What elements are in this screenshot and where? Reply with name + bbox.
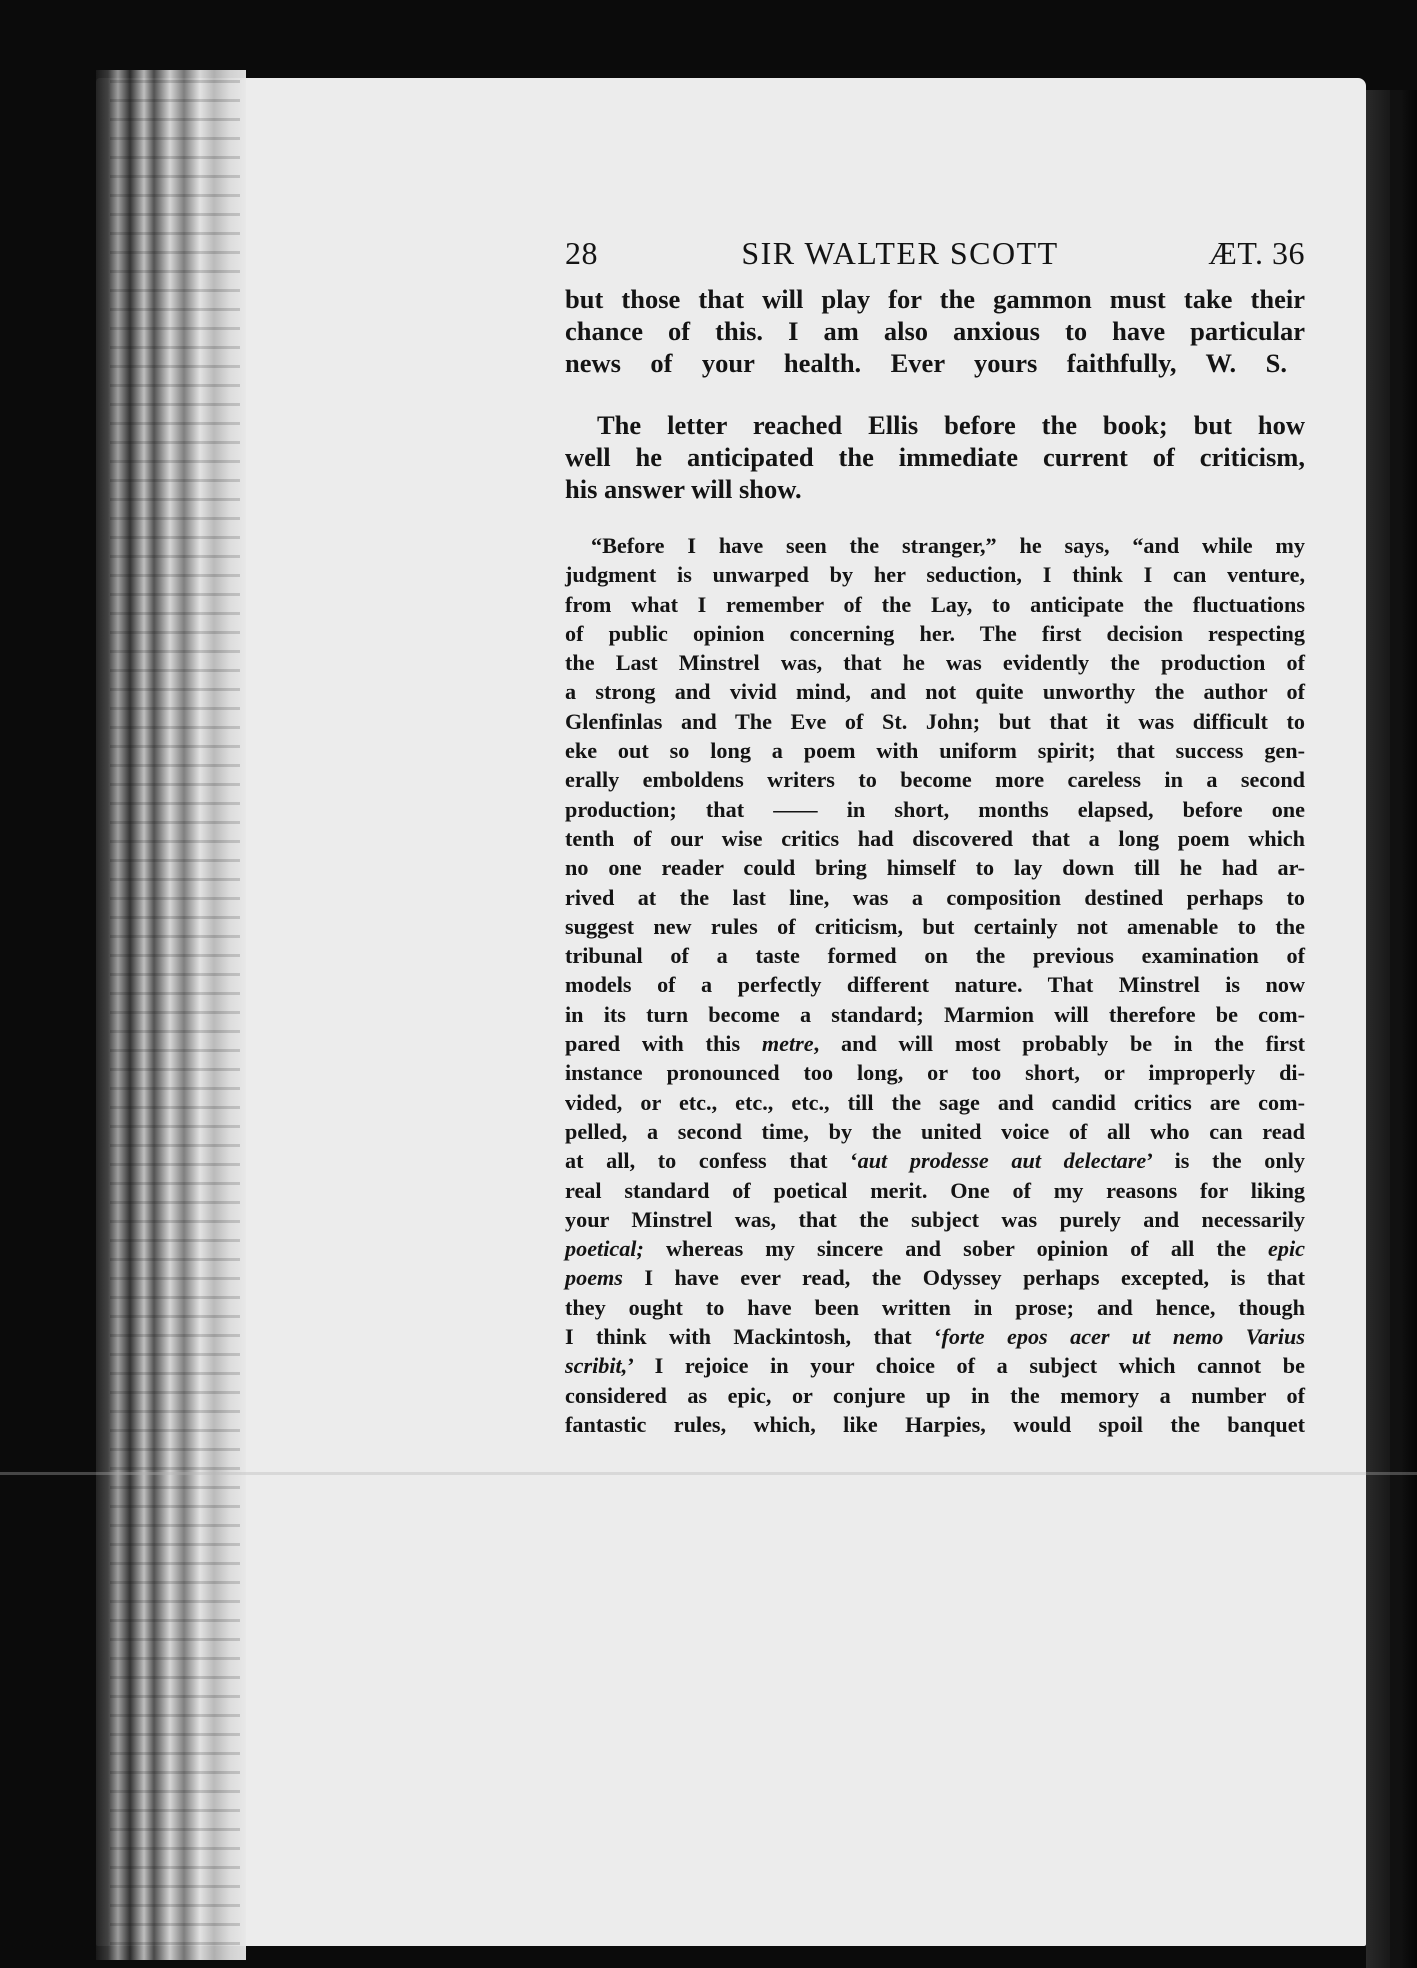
text-run: whereas my sincere and sober opinion of all the [643, 1236, 1269, 1262]
text-line: judgment is unwarped by her seduction, I think I can venture, [565, 562, 1305, 588]
italic-word: metre [761, 1031, 814, 1057]
narrative-paragraph [565, 409, 1305, 505]
text-line [565, 1351, 1305, 1380]
text-line: your Minstrel was, that the subject was purely and necessarily [565, 1206, 1305, 1232]
text-run: pared with this [565, 1031, 762, 1057]
page-text-block [565, 235, 1305, 1439]
italic-word: scribit, [565, 1353, 628, 1379]
signature: W. S. [1205, 348, 1287, 378]
text-line: vided, or etc., etc., etc., till the sage and candid critics are com- [565, 1089, 1305, 1115]
text-line [565, 1029, 1305, 1058]
text-line: tenth of our wise critics had discovered that a long poem which [565, 825, 1305, 851]
text-line: rived at the last line, was a composition destined perhaps to [565, 884, 1305, 910]
text-run: ’ is the only [1146, 1148, 1305, 1174]
text-line: pelled, a second time, by the united voice of all who can read [565, 1118, 1305, 1144]
text-line: The letter reached Ellis before the book; but how [597, 410, 1305, 440]
text-line: erally emboldens writers to become more careless in a second [565, 767, 1305, 793]
text-line: production; that —— in short, months elapsed, before one [565, 796, 1305, 822]
text-line: real standard of poetical merit. One of my reasons for liking [565, 1177, 1305, 1203]
italic-word: poetical; [565, 1236, 644, 1262]
age-marker: ÆT. 36 [1208, 235, 1305, 271]
text-line: models of a perfectly different nature. That Minstrel is now [565, 972, 1305, 998]
page-right-edge-strip [1390, 90, 1402, 1968]
quoted-letter-paragraph [565, 531, 1305, 1439]
text-line [565, 1146, 1305, 1175]
text-line: “Before I have seen the stranger,” he says, “and while my [591, 533, 1305, 558]
text-line: Glenfinlas and The Eve of St. John; but that it was difficult to [565, 708, 1305, 734]
text-line: a strong and vivid mind, and not quite unworthy the author of [565, 679, 1305, 705]
running-head [565, 235, 1305, 283]
text-line: of public opinion concerning her. The first decision respecting [565, 620, 1305, 646]
text-line: his answer will show. [565, 474, 802, 504]
text-line: fantastic rules, which, like Harpies, would spoil the banquet [565, 1411, 1305, 1437]
text-line [565, 1234, 1305, 1263]
scan-artifact-line [0, 1472, 1417, 1475]
text-run: at all, to confess that ‘ [565, 1148, 858, 1174]
page-number: 28 [565, 235, 598, 271]
italic-phrase: forte epos acer ut nemo Varius [941, 1324, 1305, 1350]
letter-closing-paragraph [565, 283, 1305, 379]
text-line [565, 1322, 1305, 1351]
text-line: well he anticipated the immediate current of criticism, [565, 442, 1305, 472]
text-line: suggest new rules of criticism, but certainly not amenable to the [565, 913, 1305, 939]
binding-texture [110, 80, 240, 1950]
text-run: ’ I rejoice in your choice of a subject which cannot be [627, 1353, 1305, 1379]
text-run: I think with Mackintosh, that ‘ [565, 1324, 942, 1350]
text-line: from what I remember of the Lay, to anticipate the fluctuations [565, 591, 1305, 617]
text-line: in its turn become a standard; Marmion will therefore be com- [565, 1001, 1305, 1027]
text-line: tribunal of a taste formed on the previous examination of [565, 943, 1305, 969]
text-line: chance of this. I am also anxious to have particular [565, 316, 1305, 346]
italic-word: poems [565, 1265, 623, 1291]
text-line: eke out so long a poem with uniform spirit; that success gen- [565, 738, 1305, 764]
closing-words: news of your health. Ever yours faithfully, [565, 348, 1177, 378]
italic-word: epic [1268, 1236, 1305, 1262]
signoff-line [565, 347, 1305, 379]
text-run: I have ever read, the Odyssey perhaps excepted, is that [622, 1265, 1305, 1291]
text-line: the Last Minstrel was, that he was evidently the production of [565, 650, 1305, 676]
text-line: they ought to have been written in prose; and hence, though [565, 1294, 1305, 1320]
text-line [565, 1263, 1305, 1292]
text-line: considered as epic, or conjure up in the memory a number of [565, 1382, 1305, 1408]
text-line: instance pronounced too long, or too short, or improperly di- [565, 1060, 1305, 1086]
running-title: SIR WALTER SCOTT [741, 235, 1059, 271]
text-line: but those that will play for the gammon must take their [565, 284, 1305, 314]
text-run: , and will most probably be in the first [813, 1031, 1306, 1057]
italic-phrase: aut prodesse aut delectare [857, 1148, 1147, 1174]
text-line: no one reader could bring himself to lay down till he had ar- [565, 855, 1305, 881]
